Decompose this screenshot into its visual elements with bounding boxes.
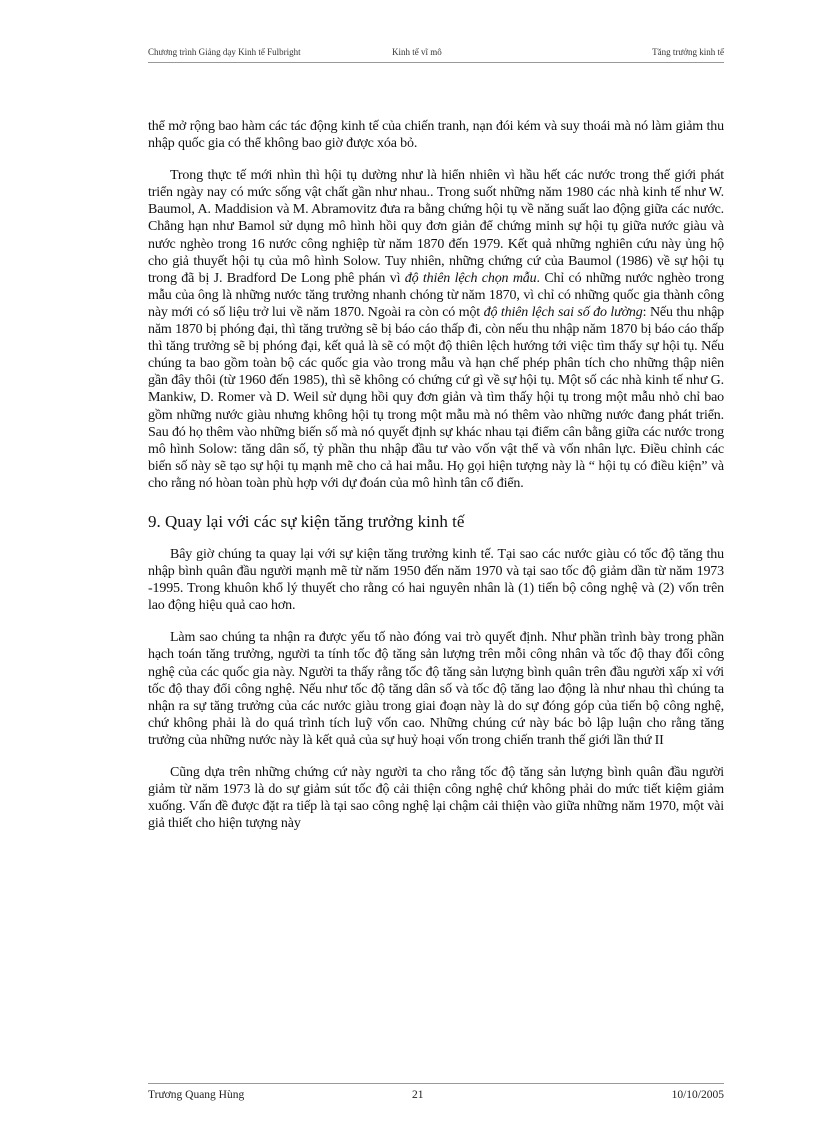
paragraph-continued: thể mở rộng bao hàm các tác động kinh tế của chiến tranh, nạn đói kém và suy thoái mà nó làm giảm thu nhập quốc gia có thể không bao giờ được xóa bỏ. — [148, 119, 724, 152]
document-body — [148, 118, 724, 847]
header-chapter: Tăng trưởng kinh tế — [652, 47, 724, 57]
footer-date: 10/10/2005 — [671, 1089, 724, 1101]
section-paragraph-3: Cũng dựa trên những chứng cứ này người ta cho rằng tốc độ tăng sản lượng bình quân đầu người giảm từ năm 1973 là do sự giảm sút tốc độ cải thiện công nghệ chứ không phải do mức tiết kiệm giảm xuống. Vấn đề được đặt ra tiếp là tại sao công nghệ lại chậm cải thiện vào giữa những năm 1970, một vài giả thiết cho hiện tượng này — [148, 765, 724, 832]
header-rule — [148, 62, 724, 63]
paragraph-convergence-text-3: : Nếu thu nhập năm 1870 bị phóng đại, thì tăng trưởng sẽ bị báo cáo thấp đi, còn nếu thu nhập năm 1870 bị báo cáo thấp thì tăng trưởng sẽ bị phóng đại, kết quả là sẽ có một độ thiên lệch hướng tới việc tìm thấy sự hội tụ. Nếu chúng ta bao gồm toàn bộ các quốc gia vào trong mẫu và hạn chế phép phân tích cho những thập niên gần đây thôi (từ 1960 đến 1985), thì sẽ không có chứng cứ gì về sự hội tụ. Một số các nhà kinh tế như G. Mankiw, D. Romer và D. Weil sử dụng hồi quy đơn giản và tìm thấy hội tụ trong một mẫu nhỏ chỉ bao gồm những nước giàu nhưng không hội tụ trong một mẫu mà nó thêm vào những nước đang phát triển. Sau đó họ thêm vào những biến số mà nó quyết định sự khác nhau tại điểm cân bằng giữa các nước trong mô hình Solow: tăng dân số, tỷ phần thu nhập đầu tư vào vốn vật thể và vốn nhân lực. Điều chỉnh các biến số này sẽ tạo sự hội tụ mạnh mẽ cho cả hai mẫu. Họ gọi hiện tượng này là “ hội tụ có điều kiện” và cho rằng nó hòan toàn phù hợp với dự đoán của mô hình tân cổ điển. — [148, 304, 724, 491]
section-paragraph-1: Bây giờ chúng ta quay lại với sự kiện tăng trưởng kinh tế. Tại sao các nước giàu có tốc độ tăng thu nhập bình quân đầu người mạnh mẽ từ năm 1950 đến năm 1970 và tại sao tốc độ giảm dần từ năm 1973 -1995. Trong khuôn khổ lý thuyết cho rằng có hai nguyên nhân là (1) tiến bộ công nghệ và (2) vốn trên lao động hiệu quả cao hơn. — [148, 546, 724, 614]
page-header — [148, 47, 724, 61]
term-sample-selection-bias: độ thiên lệch chọn mẫu — [404, 270, 537, 286]
section-heading: 9. Quay lại với các sự kiện tăng trưởng kinh tế — [148, 511, 465, 531]
page-footer — [148, 1089, 724, 1105]
paragraph-convergence-text-2: . Chỉ có những nước nghèo trong mẫu của ông là những nước tăng trưởng nhanh chóng từ năm 1870, vì chỉ có những quốc gia thành công này mới có số liệu trở lui về năm 1870. Ngoài ra còn có một — [148, 270, 724, 320]
section-paragraph-2: Làm sao chúng ta nhận ra được yếu tố nào đóng vai trò quyết định. Như phần trình bày trong phần hạch toán tăng trưởng, người ta tính tốc độ tăng sản lượng trên mỗi công nhân và tốc độ thay đổi công nghệ của các quốc gia này. Người ta thấy rằng tốc độ tăng sản lượng bình quân trên đầu người xấp xỉ với tốc độ thay đổi công nghệ. Nếu như tốc độ tăng dân số và tốc độ tăng lao động là như nhau thì chúng ta nhận ra sự tăng trưởng của các nước giàu trong giai đoạn này là do sự đóng góp của tiến bộ công nghệ, chứ không phải là do quá trình tích luỹ vốn cao. Những chúng cứ này bác bỏ lập luận cho rằng tăng trưởng của những nước này là kết quả của sự huỷ hoại vốn trong chiến tranh thế giới lần thứ II — [148, 630, 724, 748]
header-program: Chương trình Giảng dạy Kinh tế Fulbright — [148, 47, 301, 57]
footer-author: Trương Quang Hùng — [148, 1089, 245, 1101]
term-measurement-error-bias: độ thiên lệch sai số đo lường — [483, 304, 643, 320]
page-number: 21 — [412, 1089, 424, 1101]
paragraph-convergence-text-1: Trong thực tế mới nhìn thì hội tụ dường như là hiển nhiên vì hầu hết các nước trong thế giới phát triển ngày nay có mức sống vật chất gần như nhau.. Trong suốt những năm 1980 các nhà kinh tế như W. Baumol, A. Maddision và M. Abramovitz đưa ra bằng chứng hội tụ về năng suất lao động giữa các nước. Chẳng hạn như Bamol sử dụng mô hình hồi quy đơn giản để chứng minh sự hội tụ giữa nước giàu và nước nghèo trong 16 nước công nghiệp từ năm 1870 đến 1979. Kết quả những nghiên cứu này ủng hộ cho giả thuyết hội tụ của mô hình Solow. Tuy nhiên, những chứng cứ của Baumol (1986) về sự hội tụ trong đã bị J. Bradford De Long phê phán vì — [148, 168, 724, 286]
paragraph-convergence — [148, 167, 724, 492]
header-course: Kinh tế vĩ mô — [392, 47, 442, 57]
footer-rule — [148, 1083, 724, 1084]
